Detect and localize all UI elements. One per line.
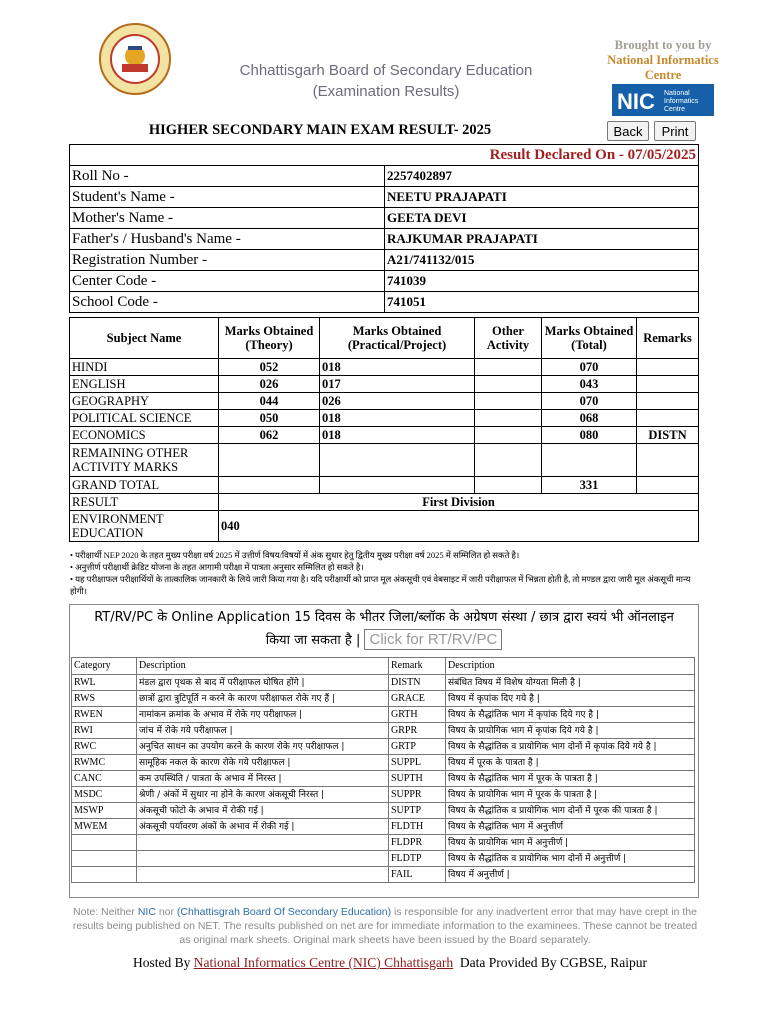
- result-declared-date: Result Declared On - 07/05/2025: [70, 145, 699, 166]
- field-label: School Code -: [70, 292, 385, 313]
- category-code: MSDC: [72, 787, 137, 803]
- remark-description: विषय के सैद्धांतिक व प्रायोगिक भाग दोनों में कृपांक दिये गये है |: [446, 739, 695, 755]
- remark-code: SUPPR: [389, 787, 446, 803]
- table-row: [72, 835, 695, 851]
- remark-code: DISTN: [389, 675, 446, 691]
- rtrv-line2: किया जा सकता है |: [265, 633, 361, 648]
- category-description: [137, 867, 389, 883]
- remark-description: विषय के सैद्धांतिक भाग में अनुत्तीर्ण: [446, 819, 695, 835]
- category-description: छात्रों द्वारा त्रुटिपूर्ति न करने के कारण परीक्षाफल रोके गए हैं |: [137, 691, 389, 707]
- remark-code: SUPTP: [389, 803, 446, 819]
- empty-cell: [320, 444, 475, 477]
- environment-education-label: ENVIRONMENT EDUCATION: [70, 511, 219, 542]
- category-code: MSWP: [72, 803, 137, 819]
- nic-name-line1: National Informatics: [607, 53, 719, 67]
- total-marks: 070: [542, 359, 637, 376]
- print-button[interactable]: Print: [654, 121, 696, 141]
- field-label: Roll No -: [70, 166, 385, 187]
- category-code: RWI: [72, 723, 137, 739]
- category-code: MWEM: [72, 819, 137, 835]
- practical-marks: 018: [320, 359, 475, 376]
- table-row: [72, 739, 695, 755]
- disclaimer-part2: nor: [155, 906, 177, 918]
- category-description: अंकसूची पर्यावरण अंकों के अभाव में रोकी गई |: [137, 819, 389, 835]
- empty-cell: [475, 444, 542, 477]
- subject-name: ECONOMICS: [70, 427, 219, 444]
- practical-marks: 026: [320, 393, 475, 410]
- table-row: [70, 477, 699, 494]
- code-legend-table: [71, 657, 695, 883]
- remark-code: FAIL: [389, 867, 446, 883]
- total-marks: 080: [542, 427, 637, 444]
- other-activity: [475, 393, 542, 410]
- disclaimer-part3: is responsible for any inadvertent error that may have crept in the results being published on NET. The results published on net are for immediate information to the examinees. These cannot be treated as original mark sheets. Original mark sheets have been issued by the Board separately.: [72, 906, 698, 946]
- remark-description: विषय में कृपांक दिए गये है |: [446, 691, 695, 707]
- nic-logo-icon[interactable]: [612, 84, 714, 116]
- nic-logo-sub3: Centre: [664, 106, 686, 113]
- table-row: [70, 410, 699, 427]
- total-marks: 070: [542, 393, 637, 410]
- board-title-line2: (Examination Results): [312, 83, 460, 100]
- table-row: [70, 444, 699, 477]
- col-header-other: Other Activity: [475, 318, 542, 359]
- category-code: [72, 835, 137, 851]
- theory-marks: 062: [219, 427, 320, 444]
- student-name: NEETU PRAJAPATI: [385, 187, 699, 208]
- remark-code: GRPR: [389, 723, 446, 739]
- cgbse-logo-icon: [98, 22, 172, 96]
- col-header-practical: Marks Obtained (Practical/Project): [320, 318, 475, 359]
- theory-marks: 026: [219, 376, 320, 393]
- note-1: • परीक्षार्थी NEP 2020 के तहत मुख्य परीक्षा वर्ष 2025 में उत्तीर्ण विषय/विषयों में अंक सुधार हेतु द्वितीय मुख्य परीक्षा वर्ष 2025 में सम्मिलित हो सकते है।: [70, 550, 520, 560]
- remark-code: GRTH: [389, 707, 446, 723]
- remark-code: FLDTH: [389, 819, 446, 835]
- remark-code: GRACE: [389, 691, 446, 707]
- remarks: [637, 410, 699, 427]
- other-activity: [475, 410, 542, 427]
- table-row: [72, 723, 695, 739]
- field-label: Student's Name -: [70, 187, 385, 208]
- code-header-row: [72, 658, 695, 675]
- category-code: RWC: [72, 739, 137, 755]
- center-code: 741039: [385, 271, 699, 292]
- empty-cell: [542, 444, 637, 477]
- disclaimer-nic: NIC: [137, 906, 156, 918]
- notes: [70, 549, 702, 597]
- student-info-table: [69, 144, 699, 313]
- subject-name: GEOGRAPHY: [70, 393, 219, 410]
- remark-code: FLDTP: [389, 851, 446, 867]
- rtrv-apply-link[interactable]: Click for RT/RV/PC: [364, 629, 502, 650]
- category-code: CANC: [72, 771, 137, 787]
- empty-cell: [475, 477, 542, 494]
- remark-description: विषय में अनुत्तीर्ण |: [446, 867, 695, 883]
- empty-cell: [637, 477, 699, 494]
- empty-cell: [219, 444, 320, 477]
- other-activity: [475, 427, 542, 444]
- category-description: सामूहिक नकल के कारण रोके गये परीक्षाफल |: [137, 755, 389, 771]
- practical-marks: 018: [320, 410, 475, 427]
- table-row: [70, 511, 699, 542]
- empty-cell: [219, 477, 320, 494]
- category-description: [137, 835, 389, 851]
- category-description: [137, 851, 389, 867]
- category-code: [72, 851, 137, 867]
- rtrv-line1: RT/RV/PC के Online Application 15 दिवस के भीतर जिला/ब्लॉक के अग्रेषण संस्था / छात्र द्वारा स्वयं भी ऑनलाइन: [94, 610, 674, 625]
- remark-description: विषय के प्रायोगिक भाग में अनुत्तीर्ण |: [446, 835, 695, 851]
- nic-logo-text: NIC: [617, 89, 655, 114]
- marks-header-row: [70, 318, 699, 359]
- col-header-category: Category: [72, 658, 137, 675]
- nic-logo-sub1: National: [664, 90, 690, 97]
- field-label: Center Code -: [70, 271, 385, 292]
- disclaimer-part1: Note: Neither: [73, 906, 138, 918]
- nic-logo-sub2: Informatics: [664, 98, 699, 105]
- roll-number: 2257402897: [385, 166, 699, 187]
- other-activity: [475, 376, 542, 393]
- table-row: [72, 771, 695, 787]
- practical-marks: 018: [320, 427, 475, 444]
- category-description: जांच में रोके गये परीक्षाफल |: [137, 723, 389, 739]
- registration-number: A21/741132/015: [385, 250, 699, 271]
- remark-code: SUPTH: [389, 771, 446, 787]
- remark-description: विषय में पूरक के पात्रता है |: [446, 755, 695, 771]
- category-description: अंकसूची फोटो के अभाव में रोकी गई |: [137, 803, 389, 819]
- empty-cell: [320, 477, 475, 494]
- col-header-subject: Subject Name: [70, 318, 219, 359]
- table-row: [70, 376, 699, 393]
- table-row: [72, 819, 695, 835]
- col-header-description: Description: [137, 658, 389, 675]
- table-row: [70, 292, 699, 313]
- subject-name: ENGLISH: [70, 376, 219, 393]
- table-row: [72, 851, 695, 867]
- category-description: श्रेणी / अंकों में सुधार ना होने के कारण अंकसूची निरस्त |: [137, 787, 389, 803]
- field-label: Father's / Husband's Name -: [70, 229, 385, 250]
- remark-description: विषय के प्रायोगिक भाग में पूरक के पात्रता है |: [446, 787, 695, 803]
- environment-education-value: 040: [219, 511, 699, 542]
- school-code: 741051: [385, 292, 699, 313]
- category-description: मंडल द्वारा पृथक से बाद में परीक्षाफल घोषित होंगे |: [137, 675, 389, 691]
- category-description: अनुचित साधन का उपयोग करने के कारण रोके गए परीक्षाफल |: [137, 739, 389, 755]
- total-marks: 068: [542, 410, 637, 427]
- remaining-activity-label: REMAINING OTHER ACTIVITY MARKS: [70, 444, 219, 477]
- brought-by: [590, 38, 736, 83]
- category-code: RWEN: [72, 707, 137, 723]
- exam-title: HIGHER SECONDARY MAIN EXAM RESULT- 2025: [148, 122, 492, 138]
- table-row: [70, 359, 699, 376]
- theory-marks: 044: [219, 393, 320, 410]
- theory-marks: 050: [219, 410, 320, 427]
- result-value: First Division: [219, 494, 699, 511]
- data-provided-by: Data Provided By CGBSE, Raipur: [453, 955, 648, 970]
- category-description: नामांकन क्रमांक के अभाव में रोके गए परीक्षाफल |: [137, 707, 389, 723]
- category-code: [72, 867, 137, 883]
- col-header-remark: Remark: [389, 658, 446, 675]
- mother-name: GEETA DEVI: [385, 208, 699, 229]
- category-description: कम उपस्थिति / पात्रता के अभाव में निरस्त |: [137, 771, 389, 787]
- category-code: RWMC: [72, 755, 137, 771]
- remarks: [637, 376, 699, 393]
- col-header-theory: Marks Obtained (Theory): [219, 318, 320, 359]
- table-row: [70, 187, 699, 208]
- table-row: [70, 208, 699, 229]
- nic-chhattisgarh-link[interactable]: National Informatics Centre (NIC) Chhattisgarh: [193, 955, 454, 970]
- table-row: [72, 787, 695, 803]
- remark-description: विषय के सैद्धांतिक भाग में कृपांक दिये गए है |: [446, 707, 695, 723]
- col-header-total: Marks Obtained (Total): [542, 318, 637, 359]
- note-2: • अनुत्तीर्ण परीक्षार्थी क्रेडिट योजना के तहत आगामी परीक्षा में पात्रता अनुसार सम्मिलित हो सकते है।: [70, 562, 364, 572]
- table-row: [70, 166, 699, 187]
- back-button[interactable]: Back: [607, 121, 649, 141]
- field-label: Registration Number -: [70, 250, 385, 271]
- col-header-remarks: Remarks: [637, 318, 699, 359]
- table-row: [70, 250, 699, 271]
- note-3: • यह परीक्षाफल परीक्षार्थियों के तात्कालिक जानकारी के लिये जारी किया गया है। यदि परीक्षार्थी को प्राप्त मूल अंकसूची एवं वेबसाइट में जारी परीक्षाफल में भिन्नता होती है, तो मण्डल द्वारा जारी मूल अंकसूची मान्य होगी।: [70, 574, 691, 596]
- grand-total-label: GRAND TOTAL: [70, 477, 219, 494]
- total-marks: 043: [542, 376, 637, 393]
- subject-name: POLITICAL SCIENCE: [70, 410, 219, 427]
- rtrv-info: [75, 607, 693, 652]
- disclaimer: [68, 905, 702, 947]
- remarks: DISTN: [637, 427, 699, 444]
- remarks: [637, 393, 699, 410]
- table-row: [70, 393, 699, 410]
- empty-cell: [637, 444, 699, 477]
- practical-marks: 017: [320, 376, 475, 393]
- table-row: [72, 691, 695, 707]
- category-code: RWL: [72, 675, 137, 691]
- remark-code: SUPPL: [389, 755, 446, 771]
- grand-total-value: 331: [542, 477, 637, 494]
- field-label: Mother's Name -: [70, 208, 385, 229]
- table-row: [70, 271, 699, 292]
- father-name: RAJKUMAR PRAJAPATI: [385, 229, 699, 250]
- table-row: [70, 229, 699, 250]
- remark-description: विषय के सैद्धांतिक व प्रायोगिक भाग दोनों में पूरक की पात्रता है |: [446, 803, 695, 819]
- board-title: [180, 60, 592, 102]
- remark-code: FLDPR: [389, 835, 446, 851]
- nic-name-line2: Centre: [644, 68, 682, 82]
- result-label: RESULT: [70, 494, 219, 511]
- table-row: [72, 867, 695, 883]
- marks-table: [69, 317, 699, 542]
- other-activity: [475, 359, 542, 376]
- board-title-line1: Chhattisgarh Board of Secondary Education: [239, 62, 533, 79]
- table-row: [72, 675, 695, 691]
- footer: [60, 955, 720, 971]
- remark-description: संबंधित विषय में विशेष योग्यता मिली है |: [446, 675, 695, 691]
- hosted-by-label: Hosted By: [132, 955, 194, 970]
- brought-by-label: Brought to you by: [614, 38, 712, 52]
- category-code: RWS: [72, 691, 137, 707]
- table-row: [72, 755, 695, 771]
- remark-description: विषय के सैद्धांतिक व प्रायोगिक भाग दोनों में अनुत्तीर्ण |: [446, 851, 695, 867]
- table-row: [72, 803, 695, 819]
- remark-code: GRTP: [389, 739, 446, 755]
- subject-name: HINDI: [70, 359, 219, 376]
- table-row: [70, 427, 699, 444]
- table-row: [70, 494, 699, 511]
- disclaimer-board: (Chhattisgrah Board Of Secondary Education): [176, 906, 392, 918]
- col-header-description: Description: [446, 658, 695, 675]
- table-row: [72, 707, 695, 723]
- remark-description: विषय के प्रायोगिक भाग में कृपांक दिये गये है |: [446, 723, 695, 739]
- remark-description: विषय के सैद्धांतिक भाग में पूरक के पात्रता है |: [446, 771, 695, 787]
- remarks: [637, 359, 699, 376]
- theory-marks: 052: [219, 359, 320, 376]
